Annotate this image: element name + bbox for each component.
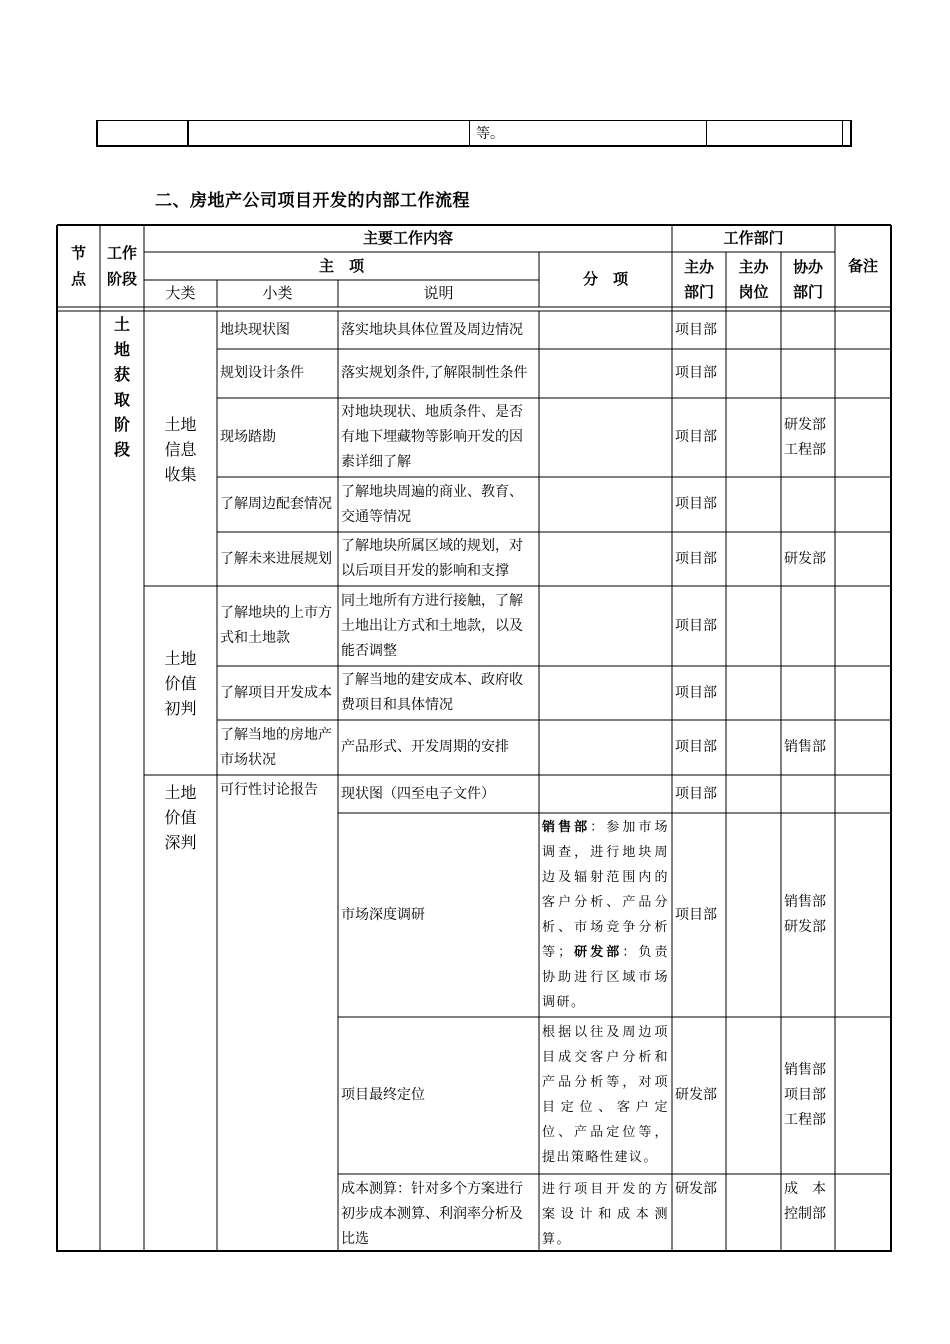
row-assist-dept: 销售部 研发部 — [784, 894, 826, 935]
category-label: 土地信息收集 — [164, 415, 197, 484]
row-assist-dept: 销售部 项目部 工程部 — [784, 1062, 826, 1128]
row-lead-dept: 项目部 — [675, 550, 717, 567]
sub-item-dept-label: 研发部 — [572, 945, 623, 960]
header-desc: 说明 — [423, 284, 454, 302]
sub-item-text: ：参加市场调查，进行地块周边及辐射范围内的客户分析、产品分析、市场竞争分析等； — [542, 820, 669, 960]
header-stage — [100, 240, 144, 292]
header-minor: 小类 — [262, 284, 293, 302]
header-assist-dept-text: 协办部门 — [792, 258, 823, 301]
row-minor: 现场踏勘 — [220, 429, 276, 445]
row-assist-dept: 销售部 — [784, 739, 826, 755]
row-minor: 了解当地的房地产市场状况 — [220, 726, 332, 768]
section-title: 二、房地产公司项目开发的内部工作流程 — [155, 191, 470, 211]
header-work-dept: 工作部门 — [723, 229, 784, 247]
header-remarks: 备注 — [847, 257, 878, 275]
category-deep-value — [144, 780, 217, 855]
row-lead-dept: 研发部 — [675, 1087, 717, 1103]
row-minor: 规划设计条件 — [220, 365, 304, 381]
row-lead-dept: 项目部 — [675, 739, 717, 755]
row-desc: 成本测算：针对多个方案进行初步成本测算、利润率分析及比选 — [341, 1181, 523, 1247]
row-desc: 现状图（四至电子文件） — [341, 785, 495, 802]
header-lead-post-text: 主办岗位 — [738, 258, 769, 301]
row-minor: 了解项目开发成本 — [220, 684, 332, 701]
row-lead-dept: 项目部 — [675, 684, 717, 701]
row-desc: 产品形式、开发周期的安排 — [341, 739, 509, 755]
row-desc: 落实地块具体位置及周边情况 — [341, 321, 523, 338]
row-lead-dept: 项目部 — [675, 906, 717, 923]
header-node-text: 节点 — [70, 244, 86, 288]
row-sub-item — [542, 813, 669, 1017]
row-desc: 了解地块所属区域的规划，对以后项目开发的影响和支撑 — [341, 538, 523, 579]
header-node — [57, 240, 100, 292]
row-minor: 了解地块的上市方式和土地款 — [220, 605, 332, 646]
row-desc: 市场深度调研 — [341, 906, 425, 923]
row-desc: 同土地所有方进行接触，了解土地出让方式和土地款，以及能否调整 — [341, 592, 523, 659]
row-assist-dept: 研发部 工程部 — [784, 416, 826, 458]
category-initial-value — [144, 646, 217, 721]
header-main-content: 主要工作内容 — [362, 229, 453, 247]
sub-item-text: ：负责协助进行区域市场调研。 — [542, 945, 669, 1010]
row-lead-dept: 项目部 — [675, 321, 717, 338]
header-lead-dept — [672, 255, 726, 305]
row-minor: 地块现状图 — [220, 321, 290, 338]
row-minor: 了解周边配套情况 — [220, 496, 332, 512]
header-lead-dept-text: 主办部门 — [683, 258, 714, 301]
fragment-text: 等。 — [476, 126, 504, 142]
row-lead-dept: 研发部 — [675, 1181, 717, 1197]
row-desc: 落实规划条件,了解限制性条件 — [341, 365, 528, 381]
stage-label — [100, 312, 144, 462]
row-desc: 对地块现状、地质条件、是否有地下埋藏物等影响开发的因素详细了解 — [341, 404, 523, 470]
row-lead-dept: 项目部 — [675, 617, 717, 634]
category-label: 土地价值初判 — [164, 649, 197, 718]
row-desc: 了解当地的建安成本、政府收费项目和具体情况 — [341, 672, 523, 713]
header-stage-text: 工作阶段 — [106, 244, 137, 288]
category-label: 土地价值深判 — [164, 783, 197, 852]
header-assist-dept — [781, 255, 835, 305]
header-lead-post — [726, 255, 781, 305]
row-lead-dept: 项目部 — [675, 365, 717, 381]
row-sub-item: 进行项目开发的方案设计和成本测算。 — [542, 1182, 669, 1247]
row-lead-dept: 项目部 — [675, 429, 717, 445]
row-lead-dept: 项目部 — [675, 496, 717, 512]
stage-label-text: 土地获取阶段 — [113, 315, 130, 459]
row-lead-dept: 项目部 — [675, 785, 717, 802]
category-info-collect — [144, 412, 217, 487]
header-main-item: 主 项 — [318, 257, 364, 275]
row-minor: 了解未来进展规划 — [220, 550, 332, 567]
row-desc: 了解地块周遍的商业、教育、交通等情况 — [341, 483, 523, 525]
row-assist-dept: 成 本 控制部 — [784, 1181, 826, 1222]
sub-item-dept-label: 销售部 — [542, 820, 591, 835]
row-assist-dept: 研发部 — [784, 550, 826, 567]
header-major: 大类 — [165, 284, 196, 302]
row-desc: 项目最终定位 — [341, 1087, 425, 1103]
row-minor: 可行性讨论报告 — [220, 782, 318, 798]
header-sub-item: 分 项 — [582, 270, 628, 288]
row-sub-item: 根据以往及周边项目成交客户分析和产品分析等，对项目定位、客户定位、产品定位等，提出策略性建议。 — [542, 1025, 669, 1165]
